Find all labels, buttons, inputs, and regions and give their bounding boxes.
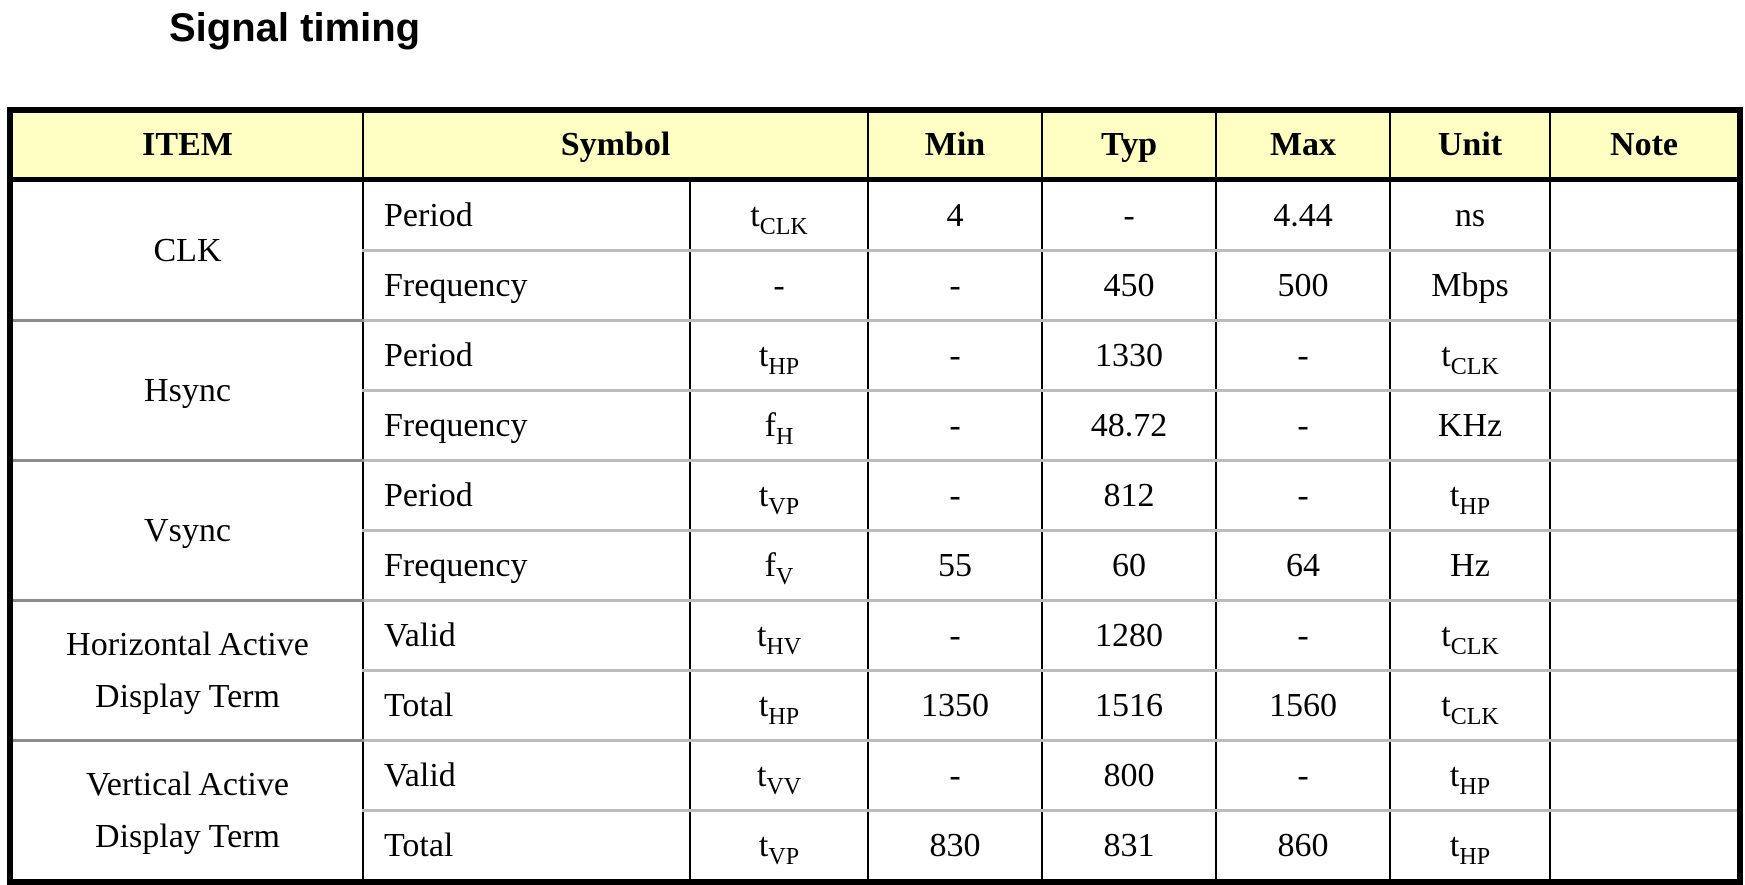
unit-base: Mbps	[1431, 266, 1509, 304]
symbol-cell	[690, 391, 868, 461]
unit-base: Hz	[1450, 546, 1490, 584]
unit-cell	[1390, 811, 1550, 883]
min-cell: 830	[868, 811, 1042, 883]
note-cell	[1550, 601, 1740, 671]
min-cell: -	[868, 391, 1042, 461]
note-cell	[1550, 251, 1740, 321]
min-cell: 1350	[868, 671, 1042, 741]
symbol-cell	[690, 180, 868, 251]
unit-subscript: CLK	[1450, 633, 1499, 660]
symbol-cell	[690, 811, 868, 883]
item-line: Display Term	[95, 677, 280, 715]
symbol-base: f	[764, 546, 776, 584]
symbol-cell	[690, 461, 868, 531]
min-cell: -	[868, 321, 1042, 391]
unit-subscript: HP	[1459, 493, 1491, 520]
symbol-subscript: HP	[768, 703, 800, 730]
page-title: Signal timing	[169, 6, 421, 50]
symbol-subscript: V	[775, 563, 794, 590]
table-row	[10, 461, 1740, 531]
unit-base: ns	[1454, 196, 1486, 234]
table-row	[10, 180, 1740, 251]
symbol-subscript: VV	[766, 773, 802, 800]
note-cell	[1550, 671, 1740, 741]
max-cell: 64	[1216, 531, 1390, 601]
typ-cell: 800	[1042, 741, 1216, 811]
unit-subscript: CLK	[1450, 353, 1499, 380]
item-line: Display Term	[95, 817, 280, 855]
max-cell: -	[1216, 741, 1390, 811]
typ-cell: -	[1042, 180, 1216, 251]
min-cell: -	[868, 741, 1042, 811]
param-cell: Total	[363, 811, 690, 883]
param-cell: Valid	[363, 601, 690, 671]
unit-cell	[1390, 741, 1550, 811]
max-cell: 860	[1216, 811, 1390, 883]
item-cell	[10, 741, 363, 883]
symbol-base: t	[758, 476, 769, 514]
typ-cell: 60	[1042, 531, 1216, 601]
symbol-subscript: VP	[768, 493, 800, 520]
header-note: Note	[1550, 110, 1740, 180]
param-cell: Period	[363, 180, 690, 251]
unit-base: t	[1449, 476, 1460, 514]
symbol-base: t	[756, 616, 767, 654]
unit-cell	[1390, 461, 1550, 531]
param-cell: Period	[363, 461, 690, 531]
unit-base: t	[1441, 616, 1451, 654]
unit-cell	[1390, 601, 1550, 671]
unit-cell	[1390, 251, 1550, 321]
symbol-cell	[690, 601, 868, 671]
unit-subscript: HP	[1459, 843, 1491, 870]
param-cell: Frequency	[363, 531, 690, 601]
param-cell: Period	[363, 321, 690, 391]
unit-base: t	[1449, 826, 1460, 864]
table-row	[10, 601, 1740, 671]
header-symbol: Symbol	[363, 110, 868, 180]
min-cell: -	[868, 251, 1042, 321]
unit-base: t	[1441, 686, 1451, 724]
symbol-base: -	[773, 266, 785, 304]
unit-cell	[1390, 531, 1550, 601]
note-cell	[1550, 811, 1740, 883]
item-cell: Hsync	[10, 321, 363, 461]
header-max: Max	[1216, 110, 1390, 180]
symbol-subscript: CLK	[759, 213, 808, 240]
note-cell	[1550, 321, 1740, 391]
header-min: Min	[868, 110, 1042, 180]
symbol-base: t	[756, 756, 767, 794]
note-cell	[1550, 391, 1740, 461]
max-cell: 1560	[1216, 671, 1390, 741]
max-cell: -	[1216, 391, 1390, 461]
symbol-subscript: H	[775, 423, 794, 450]
symbol-base: f	[764, 406, 776, 444]
symbol-cell	[690, 741, 868, 811]
symbol-base: t	[758, 336, 769, 374]
symbol-cell	[690, 251, 868, 321]
min-cell: -	[868, 461, 1042, 531]
header-item: ITEM	[10, 110, 363, 180]
symbol-cell	[690, 321, 868, 391]
max-cell: 4.44	[1216, 180, 1390, 251]
unit-cell	[1390, 321, 1550, 391]
param-cell: Valid	[363, 741, 690, 811]
table-row	[10, 321, 1740, 391]
symbol-base: t	[750, 196, 760, 234]
item-cell: Vsync	[10, 461, 363, 601]
unit-cell	[1390, 180, 1550, 251]
unit-base: KHz	[1437, 406, 1503, 444]
max-cell: -	[1216, 601, 1390, 671]
unit-cell	[1390, 391, 1550, 461]
header-typ: Typ	[1042, 110, 1216, 180]
max-cell: -	[1216, 321, 1390, 391]
typ-cell: 48.72	[1042, 391, 1216, 461]
symbol-base: t	[758, 686, 769, 724]
unit-cell	[1390, 671, 1550, 741]
unit-base: t	[1449, 756, 1460, 794]
symbol-subscript: HP	[768, 353, 800, 380]
typ-cell: 812	[1042, 461, 1216, 531]
signal-timing-table	[7, 107, 1743, 885]
max-cell: -	[1216, 461, 1390, 531]
max-cell: 500	[1216, 251, 1390, 321]
typ-cell: 450	[1042, 251, 1216, 321]
min-cell: 55	[868, 531, 1042, 601]
item-cell	[10, 601, 363, 741]
unit-subscript: CLK	[1450, 703, 1499, 730]
param-cell: Total	[363, 671, 690, 741]
note-cell	[1550, 180, 1740, 251]
symbol-subscript: VP	[768, 843, 800, 870]
symbol-cell	[690, 531, 868, 601]
table-header-row	[10, 110, 1740, 180]
table-row	[10, 741, 1740, 811]
min-cell: -	[868, 601, 1042, 671]
item-cell: CLK	[10, 180, 363, 321]
note-cell	[1550, 741, 1740, 811]
typ-cell: 831	[1042, 811, 1216, 883]
symbol-cell	[690, 671, 868, 741]
unit-base: t	[1441, 336, 1451, 374]
param-cell: Frequency	[363, 251, 690, 321]
symbol-subscript: HV	[766, 633, 802, 660]
item-line: Horizontal Active	[66, 625, 309, 663]
min-cell: 4	[868, 180, 1042, 251]
param-cell: Frequency	[363, 391, 690, 461]
symbol-base: t	[758, 826, 769, 864]
note-cell	[1550, 461, 1740, 531]
item-line: Vertical Active	[86, 765, 289, 803]
note-cell	[1550, 531, 1740, 601]
typ-cell: 1330	[1042, 321, 1216, 391]
typ-cell: 1516	[1042, 671, 1216, 741]
typ-cell: 1280	[1042, 601, 1216, 671]
header-unit: Unit	[1390, 110, 1550, 180]
unit-subscript: HP	[1459, 773, 1491, 800]
